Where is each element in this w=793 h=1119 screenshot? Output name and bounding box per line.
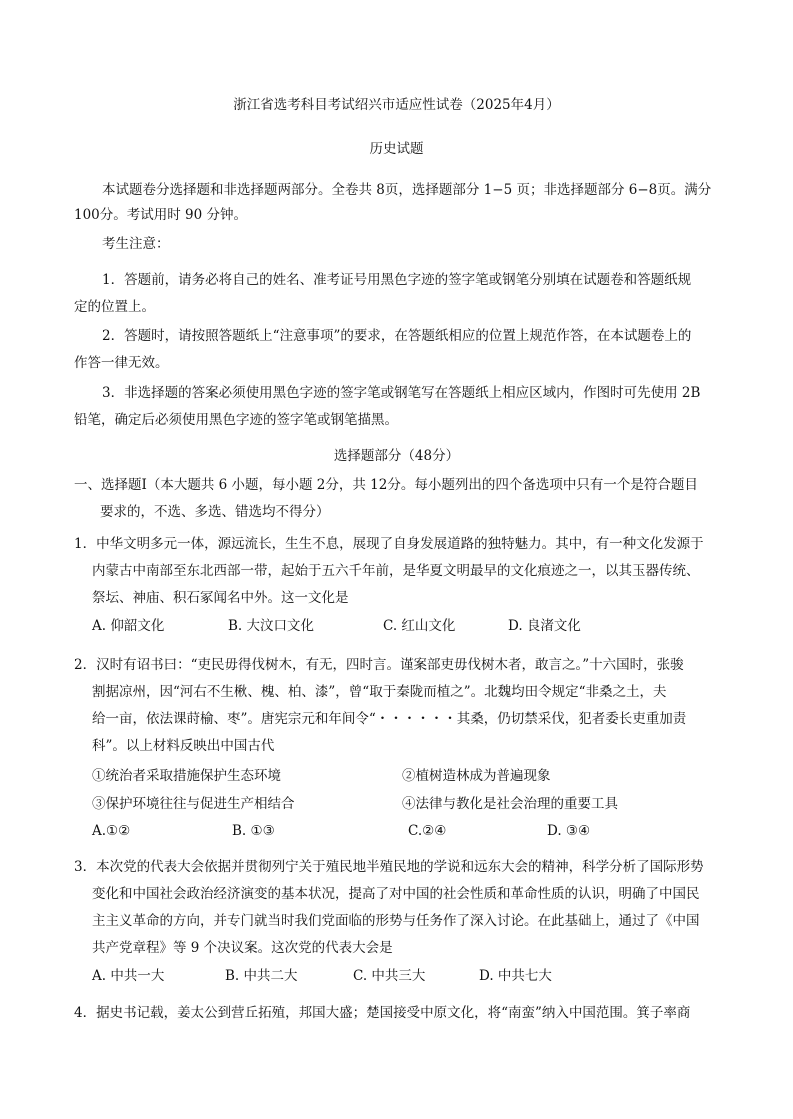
q2-option-d: D. ③④ xyxy=(547,823,591,839)
q3-line-1: 3．本次党的代表大会依据并贯彻列宁关于殖民地半殖民地的学说和远东大会的精神，科学分析了国际形势 xyxy=(74,859,704,875)
intro-line-2: 100分。考试用时 90 分钟。 xyxy=(74,207,248,223)
q3-line-4: 共产党章程》等 9 个决议案。这次党的代表大会是 xyxy=(92,940,393,956)
note-3-line-2: 铅笔，确定后必须使用黑色字迹的签字笔或钢笔描黑。 xyxy=(74,412,398,428)
q2-statement-3: ③保护环境往往与促进生产相结合 xyxy=(92,796,295,812)
q2-line-3: 给一亩，依法课莳榆、枣”。唐宪宗元和年间令“・・・・・・其桑，仍切禁采伐，犯者委长吏重加责 xyxy=(92,711,687,727)
q1-line-3: 祭坛、神庙、积石冢闻名中外。这一文化是 xyxy=(92,590,349,606)
subject-title: 历史试题 xyxy=(369,141,424,157)
q1-option-c: C. 红山文化 xyxy=(383,618,456,634)
q2-statement-4: ④法律与教化是社会治理的重要工具 xyxy=(402,796,618,812)
q2-option-b: B. ①③ xyxy=(232,823,275,839)
section-title: 选择题部分（48分） xyxy=(333,448,460,464)
q2-statement-2: ②植树造林成为普遍现象 xyxy=(402,768,551,784)
section-heading-line-2: 要求的，不选、多选、错选均不得分） xyxy=(100,504,330,520)
q2-line-1: 2．汉时有诏书曰：“吏民毋得伐树木，有无，四时言。谨案部吏毋伐树木者，敢言之。”十六国时，张骏 xyxy=(74,657,684,673)
q1-line-2: 内蒙古中南部至东北西部一带，起始于五六千年前，是华夏文明最早的文化痕迹之一，以其玉器传统、 xyxy=(92,563,700,579)
q1-option-b: B. 大汶口文化 xyxy=(228,618,315,634)
q2-line-4: 科”。以上材料反映出中国古代 xyxy=(92,738,275,754)
q1-line-1: 1．中华文明多元一体，源远流长，生生不息，展现了自身发展道路的独特魅力。其中，有一种文化发源于 xyxy=(74,536,704,552)
q3-option-b: B. 中共二大 xyxy=(225,968,298,984)
q2-option-a: A.①② xyxy=(92,823,131,839)
q1-option-a: A. 仰韶文化 xyxy=(92,618,165,634)
q3-line-3: 主主义革命的方向，并专门就当时我们党面临的形势与任务作了深入讨论。在此基础上，通过了《中国 xyxy=(92,913,700,929)
q2-line-2: 割据凉州，因“河右不生楸、槐、柏、漆”，曾“取于秦陇而植之”。北魏均田令规定“非桑之土，夫 xyxy=(92,684,667,700)
note-2-line-2: 作答一律无效。 xyxy=(74,355,169,371)
q3-option-c: C. 中共三大 xyxy=(353,968,426,984)
note-1-line-1: 1．答题前，请务必将自己的姓名、准考证号用黑色字迹的签字笔或钢笔分别填在试题卷和答题纸规 xyxy=(102,272,692,288)
notice-heading: 考生注意： xyxy=(102,236,170,252)
note-3-line-1: 3．非选择题的答案必须使用黑色字迹的签字笔或钢笔写在答题纸上相应区域内，作图时可先使用 2B xyxy=(102,385,701,401)
intro-line-1: 本试题卷分选择题和非选择题两部分。全卷共 8页，选择题部分 1−5 页；非选择题部分 6−8页。满分 xyxy=(102,182,712,198)
section-heading-line-1: 一、选择题Ⅰ（本大题共 6 小题，每小题 2分，共 12分。每小题列出的四个备选项中只有一个是符合题目 xyxy=(74,477,698,493)
q3-option-d: D. 中共七大 xyxy=(479,968,552,984)
exam-title: 浙江省选考科目考试绍兴市适应性试卷（2025年4月） xyxy=(233,97,560,113)
q3-line-2: 变化和中国社会政治经济演变的基本状况，提高了对中国的社会性质和革命性质的认识，明确了中国民 xyxy=(92,886,700,902)
note-2-line-1: 2．答题时，请按照答题纸上“注意事项”的要求，在答题纸相应的位置上规范作答，在本试题卷上的 xyxy=(102,328,692,344)
q4-line-1: 4．据史书记载，姜太公到营丘拓殖，邦国大盛；楚国接受中原文化，将“南蛮”纳入中国范围。箕子率商 xyxy=(74,1005,691,1021)
q2-statement-1: ①统治者采取措施保护生态环境 xyxy=(92,768,281,784)
note-1-line-2: 定的位置上。 xyxy=(74,299,155,315)
q2-option-c: C.②④ xyxy=(408,823,447,839)
q3-option-a: A. 中共一大 xyxy=(92,968,165,984)
q1-option-d: D. 良渚文化 xyxy=(508,618,581,634)
